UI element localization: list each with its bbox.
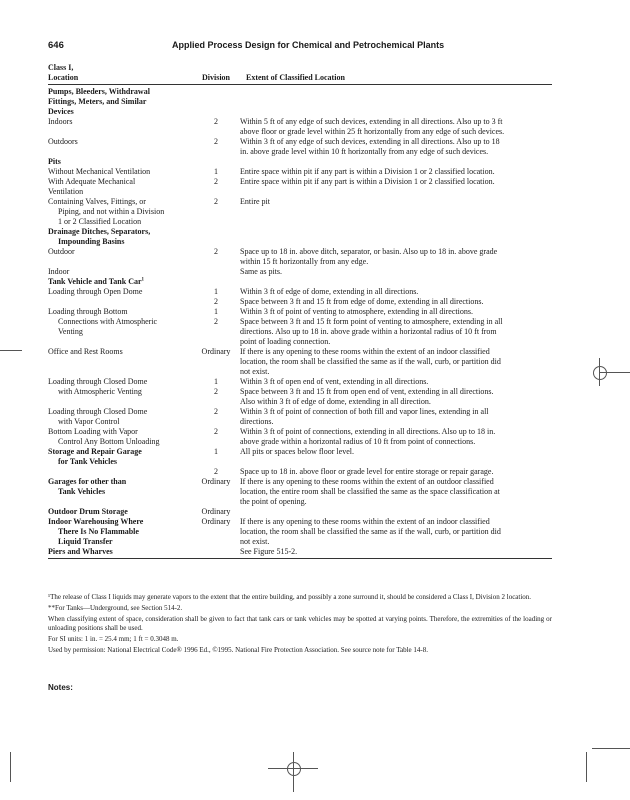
location-line: Ventilation [48, 187, 84, 196]
location-line: With Adequate Mechanical [48, 177, 136, 186]
table-row [48, 447, 552, 477]
location-line: Outdoors [48, 137, 78, 146]
footnote: When classifying extent of space, consideration shall be given to fact that tank cars or tank vehicles may be spotted at varying points. Therefore, the extremities of the loading or unloading positions shall be used. [48, 615, 552, 632]
location-line: Indoor [48, 267, 70, 276]
crop-mark [0, 350, 22, 351]
extent-line: point of loading connection. [240, 337, 331, 346]
table-row [48, 517, 552, 547]
location-line: Control Any Bottom Unloading [58, 437, 160, 446]
crop-mark [592, 748, 630, 749]
division-cell [194, 117, 238, 137]
division-value: 1 [214, 307, 218, 316]
division-cell [194, 507, 238, 517]
location-cell [48, 547, 194, 557]
location-cell [48, 377, 194, 407]
location-cell [48, 177, 194, 197]
extent-line: Within 3 ft of point of connections, extending in all directions. Also up to 18 in. [240, 427, 496, 436]
table-row [48, 137, 552, 157]
extent-line: not exist. [240, 537, 270, 546]
extent-line [240, 457, 552, 467]
extent-cell [238, 267, 552, 277]
section-heading-text: Tank Vehicle and Tank Car [48, 277, 142, 286]
extent-line: Space up to 18 in. above ditch, separator, or basin. Also up to 18 in. above grade [240, 247, 498, 256]
location-cell [48, 167, 194, 177]
table-row [48, 177, 552, 197]
table-row [48, 547, 552, 557]
extent-line: Within 3 ft of any edge of such devices, extending in all directions. Also up to 18 [240, 137, 500, 146]
location-line: Venting [58, 327, 83, 336]
extent-line: Within 3 ft of open end of vent, extending in all directions. [240, 377, 429, 386]
extent-line: within 15 ft horizontally from any edge. [240, 257, 369, 266]
registration-mark [287, 762, 301, 776]
location-line: Garages for other than [48, 477, 127, 486]
section-heading-line: Devices [48, 107, 74, 116]
location-cell [48, 197, 194, 227]
division-cell [194, 477, 238, 507]
location-line: Indoors [48, 117, 73, 126]
division-value: 2 [214, 317, 218, 326]
table-row [48, 117, 552, 137]
division-value: 1 [214, 377, 218, 386]
extent-line: If there is any opening to these rooms within the extent of an indoor classified [240, 347, 490, 356]
column-header-location: Class I, Location [48, 63, 79, 82]
extent-cell [238, 407, 552, 427]
division-value: 2 [214, 387, 218, 396]
location-cell [48, 407, 194, 427]
footnote: For SI units: 1 in. = 25.4 mm; 1 ft = 0.3048 m. [48, 635, 179, 643]
extent-cell [238, 287, 552, 307]
table-row [48, 197, 552, 227]
location-cell [48, 117, 194, 137]
classification-table [48, 63, 552, 559]
extent-cell [238, 347, 552, 377]
table-end-rule [48, 558, 552, 559]
extent-line: Within 3 ft of point of connection of both fill and vapor lines, extending in all [240, 407, 489, 416]
extent-cell [238, 117, 552, 137]
extent-line: Entire space within pit if any part is within a Division 1 or 2 classified location. [240, 167, 495, 176]
location-line: Indoor Warehousing Where [48, 517, 144, 526]
division-cell [194, 517, 238, 547]
location-line: Piers and Wharves [48, 547, 113, 556]
extent-cell [238, 507, 552, 517]
extent-line: location, the entire room shall be classified the same as the space classification at [240, 487, 500, 496]
location-cell [48, 137, 194, 157]
extent-line: If there is any opening to these rooms within the extent of an outdoor classified [240, 477, 494, 486]
location-line: Containing Valves, Fittings, or [48, 197, 146, 206]
table-row [48, 167, 552, 177]
division-value: 2 [214, 117, 218, 126]
extent-line: Within 5 ft of any edge of such devices, extending in all directions. Also up to 3 ft [240, 117, 503, 126]
division-value: Ordinary [201, 507, 231, 516]
section-heading [48, 227, 194, 247]
extent-line: Same as pits. [240, 267, 282, 276]
location-line: There Is No Flammable [58, 527, 139, 536]
footnote: ¹The release of Class I liquids may generate vapors to the extent that the entire building, and possibly a zone surround it, should be considered a Class I, Division 2 location. [48, 593, 532, 601]
crop-mark [10, 752, 11, 782]
table-row [48, 307, 552, 347]
extent-cell [238, 307, 552, 347]
extent-cell [238, 247, 552, 267]
section-heading-line: Pumps, Bleeders, Withdrawal [48, 87, 150, 96]
location-cell [48, 247, 194, 267]
division-value: 2 [214, 467, 218, 476]
location-line: Loading through Open Dome [48, 287, 143, 296]
division-value: 1 [214, 447, 218, 456]
extent-cell [238, 167, 552, 177]
table-row [48, 427, 552, 447]
location-line: Loading through Closed Dome [48, 407, 148, 416]
location-line: Outdoor Drum Storage [48, 507, 128, 516]
extent-line: not exist. [240, 367, 270, 376]
table-row [48, 287, 552, 307]
extent-line: directions. [240, 417, 274, 426]
notes-label: Notes: [48, 683, 73, 692]
division-value: 2 [214, 197, 218, 206]
extent-line: Within 3 ft of edge of dome, extending in all directions. [240, 287, 419, 296]
location-line: Outdoor [48, 247, 75, 256]
table-section-row [48, 87, 552, 117]
running-title: Applied Process Design for Chemical and Petrochemical Plants [172, 40, 445, 50]
division-value: 2 [214, 137, 218, 146]
division-value [194, 457, 238, 467]
location-line: Loading through Closed Dome [48, 377, 148, 386]
extent-line: above grade within a horizontal radius of 10 ft from point of connections. [240, 437, 476, 446]
location-line: for Tank Vehicles [58, 457, 117, 466]
extent-cell [238, 477, 552, 507]
location-line: Without Mechanical Ventilation [48, 167, 151, 176]
location-line: Connections with Atmospheric [58, 317, 158, 326]
extent-line: directions. Also up to 18 in. above grade within a horizontal radius of 10 ft from [240, 327, 497, 336]
extent-cell [238, 197, 552, 227]
table-row [48, 377, 552, 407]
footnotes [48, 593, 552, 657]
division-value: Ordinary [201, 347, 231, 356]
extent-cell [238, 427, 552, 447]
table-row [48, 407, 552, 427]
extent-line: Space between 3 ft and 15 ft from edge of dome, extending in all directions. [240, 297, 484, 306]
division-value: 2 [214, 297, 218, 306]
location-cell [48, 347, 194, 377]
division-cell [194, 377, 238, 407]
division-value [194, 327, 238, 337]
section-heading-line: Pits [48, 157, 61, 166]
location-cell [48, 267, 194, 277]
location-cell [48, 427, 194, 447]
division-value: 1 [214, 167, 218, 176]
extent-cell [238, 547, 552, 557]
division-cell [194, 137, 238, 157]
section-heading-line: Fittings, Meters, and Similar [48, 97, 147, 106]
location-line: with Vapor Control [58, 417, 120, 426]
section-heading-line: Impounding Basins [58, 237, 125, 246]
section-heading [48, 277, 194, 287]
division-cell [194, 247, 238, 267]
extent-line: If there is any opening to these rooms within the extent of an indoor classified [240, 517, 490, 526]
location-cell [48, 477, 194, 507]
extent-line: Space up to 18 in. above floor or grade level for entire storage or repair garage. [240, 467, 494, 476]
extent-line [240, 507, 552, 517]
table-row [48, 347, 552, 377]
extent-line: Entire pit [240, 197, 270, 206]
extent-line: location, the room shall be classified the same as if the wall, curb, or partition did [240, 357, 501, 366]
division-value: Ordinary [201, 517, 231, 526]
registration-mark [593, 366, 607, 380]
extent-cell [238, 447, 552, 477]
table-section-row [48, 157, 552, 167]
location-line: Loading through Bottom [48, 307, 128, 316]
division-cell [194, 427, 238, 447]
column-header-extent: Extent of Classified Location [246, 73, 345, 82]
table-section-row [48, 277, 552, 287]
division-cell [194, 177, 238, 197]
division-cell [194, 547, 238, 557]
extent-line: Entire space within pit if any part is within a Division 1 or 2 classified location. [240, 177, 495, 186]
division-value: 2 [214, 407, 218, 416]
division-cell [194, 347, 238, 377]
division-value [194, 267, 238, 277]
table-section-row [48, 227, 552, 247]
crop-mark [293, 752, 294, 792]
location-cell [48, 507, 194, 517]
division-value: 2 [214, 247, 218, 256]
location-line: Liquid Transfer [58, 537, 113, 546]
extent-line: See Figure 515-2. [240, 547, 298, 556]
table-body [48, 87, 552, 557]
division-cell [194, 267, 238, 277]
extent-line: Space between 3 ft and 15 ft form point of venting to atmosphere, extending in all [240, 317, 503, 326]
section-heading-line [48, 277, 190, 287]
page-number: 646 [48, 40, 64, 51]
division-cell [194, 197, 238, 227]
extent-line: in. above grade level within 10 ft horizontally from any edge of such devices. [240, 147, 489, 156]
location-line: 1 or 2 Classified Location [58, 217, 142, 226]
division-cell [194, 287, 238, 307]
division-value: 1 [214, 287, 218, 296]
extent-line: Space between 3 ft and 15 ft from open end of vent, extending in all directions. [240, 387, 494, 396]
extent-line: Within 3 ft of point of venting to atmosphere, extending in all directions. [240, 307, 473, 316]
column-header-division: Division [201, 73, 230, 82]
crop-mark [599, 358, 600, 386]
section-heading [48, 87, 194, 117]
extent-line: above floor or grade level within 25 ft horizontally from any edge of such devices. [240, 127, 505, 136]
location-line: Bottom Loading with Vapor [48, 427, 138, 436]
footnote: Used by permission: National Electrical Code® 1996 Ed., ©1995. National Fire Protection Association. See source note for Table 14-8. [48, 646, 428, 654]
extent-line: Also within 3 ft of edge of dome, extending in all direction. [240, 397, 431, 406]
table-row [48, 267, 552, 277]
extent-line: location, the room shall be classified the same as if the wall, curb, or partition did [240, 527, 501, 536]
extent-line: All pits or spaces below floor level. [240, 447, 354, 456]
division-value: 2 [214, 427, 218, 436]
location-line: Piping, and not within a Division [58, 207, 165, 216]
location-line: Office and Rest Rooms [48, 347, 123, 356]
extent-cell [238, 137, 552, 157]
division-cell [194, 307, 238, 347]
division-value [194, 547, 238, 557]
extent-cell [238, 377, 552, 407]
division-value: 2 [214, 177, 218, 186]
extent-line: the point of opening. [240, 497, 307, 506]
location-cell [48, 287, 194, 307]
table-header [48, 63, 552, 85]
location-line: Storage and Repair Garage [48, 447, 142, 456]
location-line: with Atmospheric Venting [58, 387, 142, 396]
location-cell [48, 517, 194, 547]
table-row [48, 477, 552, 507]
division-cell [194, 167, 238, 177]
section-heading [48, 157, 194, 167]
footnote-ref: 1 [141, 277, 145, 283]
extent-cell [238, 177, 552, 197]
division-cell [194, 447, 238, 477]
location-cell [48, 307, 194, 347]
location-cell [48, 447, 194, 477]
footnote: **For Tanks—Underground, see Section 514-2. [48, 604, 183, 612]
table-row [48, 507, 552, 517]
section-heading-line: Drainage Ditches, Separators, [48, 227, 151, 236]
crop-mark [586, 752, 587, 782]
division-value: Ordinary [201, 477, 231, 486]
division-cell [194, 407, 238, 427]
extent-cell [238, 517, 552, 547]
table-row [48, 247, 552, 267]
location-line: Tank Vehicles [58, 487, 106, 496]
